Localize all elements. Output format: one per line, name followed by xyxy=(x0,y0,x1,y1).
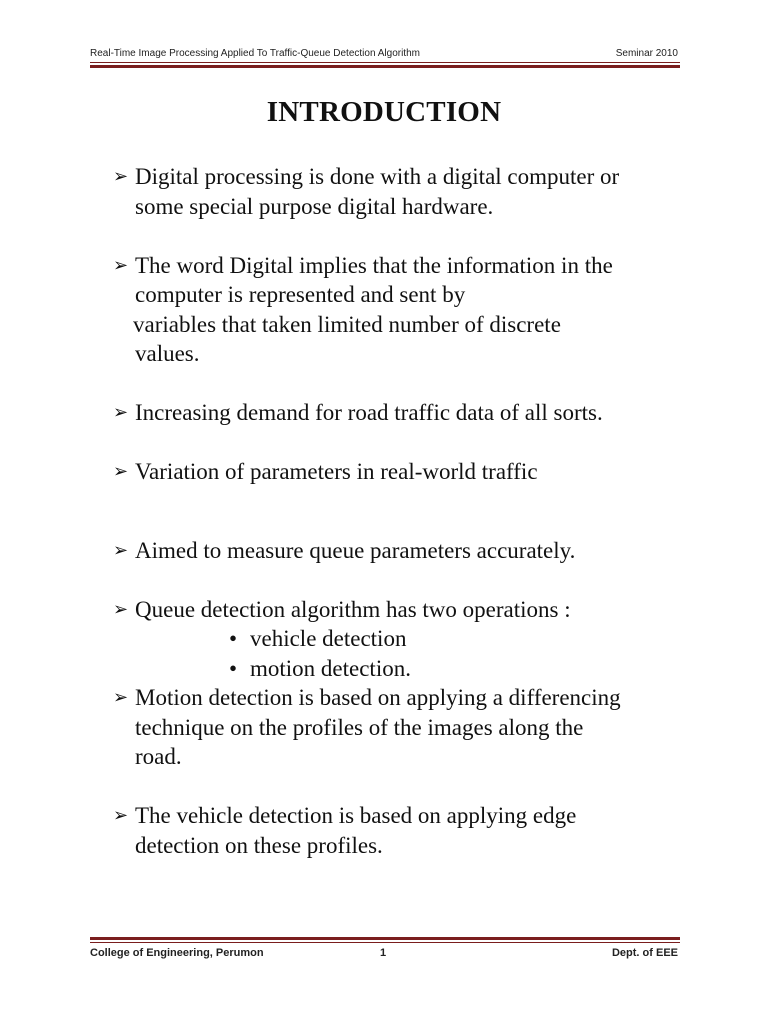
bullet-item xyxy=(113,251,688,369)
bullet-item xyxy=(113,536,688,566)
bullet-line: technique on the profiles of the images along the xyxy=(135,714,584,740)
header-document-title: Real-Time Image Processing Applied To Traffic-Queue Detection Algorithm xyxy=(90,48,420,59)
bullet-line: The word Digital implies that the information in the xyxy=(135,252,613,278)
arrow-bullet-icon: ➢ xyxy=(113,539,129,561)
arrow-bullet-icon: ➢ xyxy=(113,687,129,708)
bullet-line: some special purpose digital hardware. xyxy=(135,193,494,219)
bullet-line: Variation of parameters in real-world traffic xyxy=(135,459,538,484)
header-rule-thin xyxy=(90,62,680,63)
bullet-line: Digital processing is done with a digital computer or xyxy=(135,164,620,189)
bullet-line: Motion detection is based on applying a differencing xyxy=(135,685,621,710)
footer-rule-thick xyxy=(90,937,680,940)
header-rule-thick xyxy=(90,65,680,68)
page-header xyxy=(90,46,678,62)
arrow-bullet-icon: ➢ xyxy=(113,254,129,276)
page-title: INTRODUCTION xyxy=(266,96,502,128)
bullet-line: computer is represented and sent by xyxy=(135,282,466,307)
sub-bullet-item xyxy=(113,624,688,654)
footer-department: Dept. of EEE xyxy=(611,947,678,959)
header-seminar-year: Seminar 2010 xyxy=(615,48,678,59)
bullet-line: variables that taken limited number of discrete xyxy=(133,311,561,337)
sub-bullet-text: vehicle detection xyxy=(250,626,407,651)
page-number: 1 xyxy=(380,947,387,959)
sub-bullet-item xyxy=(113,654,688,684)
bullet-item xyxy=(113,457,688,487)
arrow-bullet-icon: ➢ xyxy=(113,166,129,187)
arrow-bullet-icon: ➢ xyxy=(113,461,129,482)
bullet-item xyxy=(113,595,688,625)
bullet-line: detection on these profiles. xyxy=(135,832,383,858)
dot-bullet-icon: • xyxy=(229,655,238,681)
bullet-item xyxy=(113,801,688,860)
footer-college: College of Engineering, Perumon xyxy=(90,947,264,959)
arrow-bullet-icon: ➢ xyxy=(113,402,129,423)
bullet-item xyxy=(113,683,688,772)
bullet-line: Increasing demand for road traffic data of all sorts. xyxy=(135,400,603,425)
bullet-line: values. xyxy=(135,341,200,366)
bullet-line: Aimed to measure queue parameters accurately. xyxy=(135,537,576,563)
page-footer xyxy=(90,944,678,962)
dot-bullet-icon: • xyxy=(229,626,238,651)
bullet-line: Queue detection algorithm has two operations : xyxy=(135,596,571,622)
bullet-line: road. xyxy=(135,744,182,769)
bullet-item xyxy=(113,398,688,428)
bullet-line: The vehicle detection is based on applying edge xyxy=(135,803,577,828)
arrow-bullet-icon: ➢ xyxy=(113,805,129,826)
bullet-item xyxy=(113,162,688,221)
arrow-bullet-icon: ➢ xyxy=(113,598,129,620)
sub-bullet-text: motion detection. xyxy=(250,655,411,681)
bullet-list xyxy=(113,162,688,860)
footer-rule-thin xyxy=(90,942,680,943)
